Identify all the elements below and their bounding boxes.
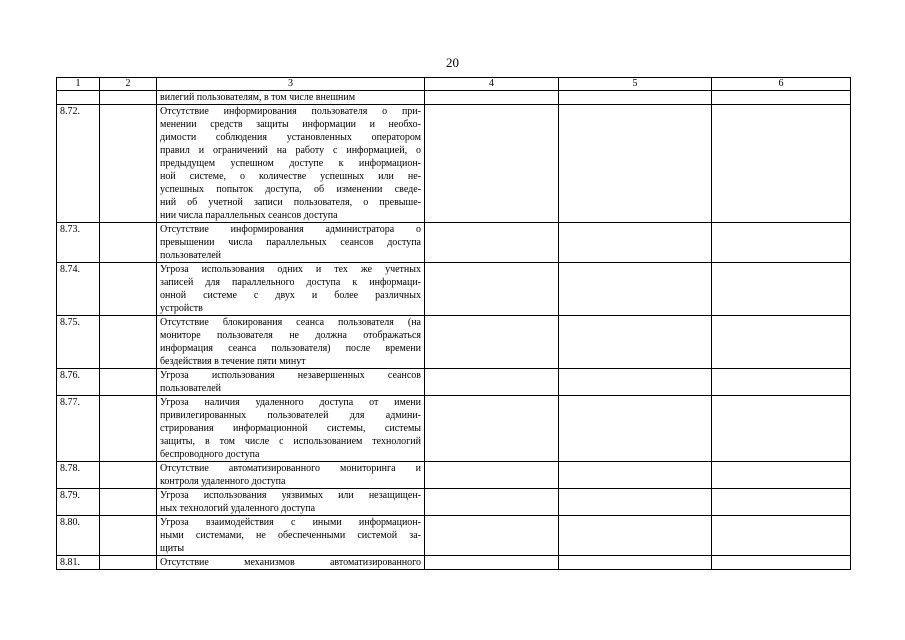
description-line: успешных попыток доступа, об изменении сведе- (160, 184, 421, 195)
table-row (57, 91, 851, 105)
row-number: 8.75. (57, 316, 100, 369)
description-line: правил и ограничений на работу с информацией, о (160, 145, 421, 156)
description-line: устройств (160, 303, 203, 314)
column-4-cell (425, 316, 559, 369)
description-line: Отсутствие автоматизированного мониторинга и (160, 463, 421, 474)
column-header: 6 (712, 78, 851, 91)
threat-description-cell (157, 556, 425, 570)
description-line: вилегий пользователям, в том числе внешним (160, 92, 356, 103)
row-number: 8.76. (57, 369, 100, 396)
column-6-cell (712, 316, 851, 369)
row-number (57, 91, 100, 105)
column-6-cell (712, 489, 851, 516)
table-row (57, 369, 851, 396)
threats-table (56, 77, 851, 570)
description-line: мониторе пользователя не должна отображаться (160, 330, 421, 341)
description-line: димости соблюдения установленных оператором (160, 132, 421, 143)
description-line: пользователей (160, 250, 222, 261)
column-4-cell (425, 462, 559, 489)
row-number: 8.80. (57, 516, 100, 556)
row-number: 8.81. (57, 556, 100, 570)
column-2-cell (100, 316, 157, 369)
table-row (57, 105, 851, 223)
threat-description-cell (157, 396, 425, 462)
description-line: нии числа параллельных сеансов доступа (160, 210, 338, 221)
threat-description-cell (157, 223, 425, 263)
threat-description-cell (157, 369, 425, 396)
column-header: 3 (157, 78, 425, 91)
column-4-cell (425, 556, 559, 570)
column-4-cell (425, 91, 559, 105)
column-header: 4 (425, 78, 559, 91)
column-2-cell (100, 462, 157, 489)
row-number: 8.74. (57, 263, 100, 316)
threat-description-cell (157, 263, 425, 316)
column-2-cell (100, 489, 157, 516)
column-6-cell (712, 223, 851, 263)
column-2-cell (100, 556, 157, 570)
description-line: ных технологий удаленного доступа (160, 503, 316, 514)
column-5-cell (559, 489, 712, 516)
column-4-cell (425, 263, 559, 316)
description-line: Отсутствие механизмов автоматизированного (160, 557, 421, 568)
description-line: ными системами, не обеспеченными системой за- (160, 530, 421, 541)
table-row (57, 462, 851, 489)
description-line: пользователей (160, 383, 222, 394)
description-line: Угроза использования уязвимых или незащищен- (160, 490, 421, 501)
column-2-cell (100, 369, 157, 396)
description-line: Отсутствие блокирования сеанса пользователя (на (160, 317, 421, 328)
description-line: привилегированных пользователей для админи- (160, 410, 421, 421)
column-5-cell (559, 316, 712, 369)
row-number: 8.78. (57, 462, 100, 489)
column-5-cell (559, 556, 712, 570)
column-6-cell (712, 462, 851, 489)
column-6-cell (712, 263, 851, 316)
row-number: 8.79. (57, 489, 100, 516)
column-2-cell (100, 91, 157, 105)
threat-description-cell (157, 462, 425, 489)
column-4-cell (425, 369, 559, 396)
column-6-cell (712, 396, 851, 462)
column-2-cell (100, 396, 157, 462)
column-5-cell (559, 369, 712, 396)
threat-description-cell (157, 91, 425, 105)
description-line: превышении числа параллельных сеансов доступа (160, 237, 421, 248)
column-5-cell (559, 462, 712, 489)
column-5-cell (559, 396, 712, 462)
description-line: ной системе, о количестве успешных или не- (160, 171, 421, 182)
column-2-cell (100, 263, 157, 316)
description-line: Отсутствие информирования администратора о (160, 224, 421, 235)
column-6-cell (712, 369, 851, 396)
table-row (57, 263, 851, 316)
description-line: Угроза использования одних и тех же учетных (160, 264, 421, 275)
column-4-cell (425, 396, 559, 462)
threat-description-cell (157, 316, 425, 369)
column-5-cell (559, 223, 712, 263)
column-5-cell (559, 516, 712, 556)
table-header (57, 78, 851, 91)
table-row (57, 223, 851, 263)
description-line: бездействия в течение пяти минут (160, 356, 306, 367)
description-line: Угроза наличия удаленного доступа от имени (160, 397, 421, 408)
column-5-cell (559, 263, 712, 316)
table-row (57, 556, 851, 570)
row-number: 8.72. (57, 105, 100, 223)
description-line: беспроводного доступа (160, 449, 260, 460)
column-6-cell (712, 556, 851, 570)
table-row (57, 396, 851, 462)
description-line: Угроза взаимодействия с иными информацион- (160, 517, 421, 528)
column-2-cell (100, 105, 157, 223)
column-4-cell (425, 105, 559, 223)
threat-description-cell (157, 516, 425, 556)
description-line: менении средств защиты информации и необхо- (160, 119, 421, 130)
table-row (57, 516, 851, 556)
description-line: информация сеанса пользователя) после времени (160, 343, 421, 354)
description-line: ний об учетной записи пользователя, о превыше- (160, 197, 421, 208)
column-4-cell (425, 223, 559, 263)
page-number: 20 (446, 55, 459, 70)
column-5-cell (559, 105, 712, 223)
description-line: контроля удаленного доступа (160, 476, 286, 487)
description-line: стрирования информационной системы, системы (160, 423, 421, 434)
table-row (57, 489, 851, 516)
row-number: 8.73. (57, 223, 100, 263)
column-6-cell (712, 91, 851, 105)
column-header: 2 (100, 78, 157, 91)
table-row (57, 316, 851, 369)
description-line: щиты (160, 543, 185, 554)
column-4-cell (425, 489, 559, 516)
row-number: 8.77. (57, 396, 100, 462)
column-header: 5 (559, 78, 712, 91)
description-line: онной системе с двух и более различных (160, 290, 421, 301)
column-6-cell (712, 105, 851, 223)
description-line: предыдущем успешном доступе к информацион- (160, 158, 421, 169)
description-line: записей для параллельного доступа к информаци- (160, 277, 421, 288)
description-line: Угроза использования незавершенных сеансов (160, 370, 421, 381)
column-4-cell (425, 516, 559, 556)
column-5-cell (559, 91, 712, 105)
column-header: 1 (57, 78, 100, 91)
description-line: Отсутствие информирования пользователя о при- (160, 106, 421, 117)
description-line: защиты, в том числе с использованием технологий (160, 436, 421, 447)
column-2-cell (100, 516, 157, 556)
table-body (57, 91, 851, 570)
column-2-cell (100, 223, 157, 263)
threat-description-cell (157, 489, 425, 516)
threat-description-cell (157, 105, 425, 223)
column-6-cell (712, 516, 851, 556)
